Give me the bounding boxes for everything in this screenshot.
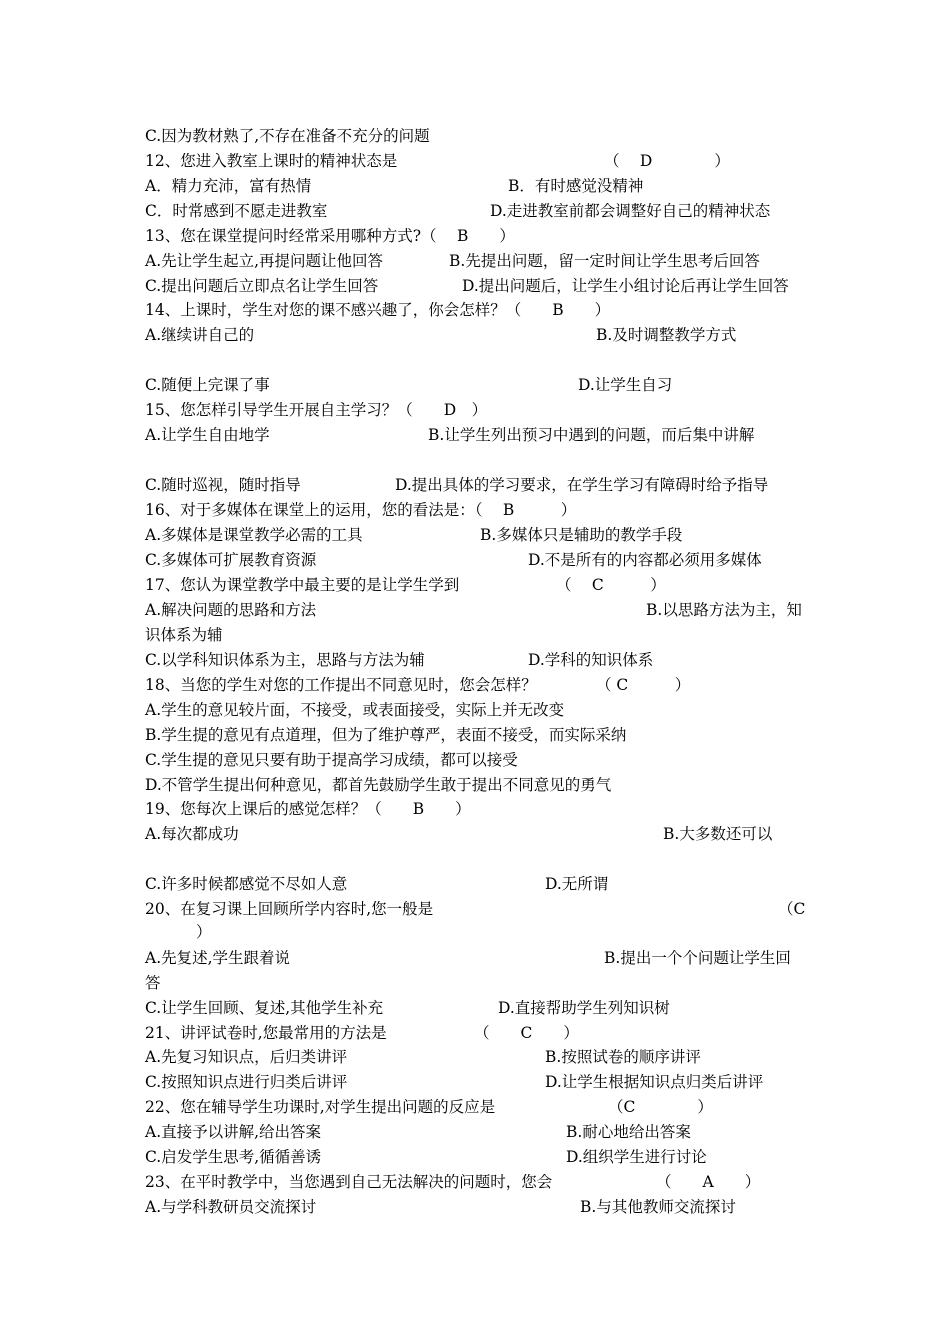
option-text: C.以学科知识体系为主，思路与方法为辅 xyxy=(145,651,425,669)
option-text: D.组织学生进行讨论 xyxy=(566,1148,707,1166)
option-text: B.学生提的意见有点道理，但为了维护尊严，表面不接受，而实际采纳 xyxy=(145,726,627,744)
option-text: D.让学生根据知识点归类后讲评 xyxy=(545,1073,764,1091)
option-text: 识体系为辅 xyxy=(145,626,223,644)
option-text: B．有时感觉没精神 xyxy=(508,177,644,195)
option-text: D.走进教室前都会调整好自己的精神状态 xyxy=(490,202,771,220)
option-text: D.让学生自习 xyxy=(578,376,673,394)
answer-21: （ C ） xyxy=(474,1024,579,1042)
option-text: B.及时调整教学方式 xyxy=(596,326,737,344)
answer-23: （ A ） xyxy=(656,1173,761,1191)
option-text: D.提出问题后，让学生小组讨论后再让学生回答 xyxy=(462,277,789,295)
option-text: C.学生提的意见只要有助于提高学习成绩，都可以接受 xyxy=(145,751,518,769)
option-text: C.因为教材熟了,不存在准备不充分的问题 xyxy=(145,127,430,145)
answer-20: （C xyxy=(778,900,806,918)
option-text: B.大多数还可以 xyxy=(663,825,773,843)
option-text: A.先让学生起立,再提问题让他回答 xyxy=(145,252,384,270)
question-23: 23、在平时教学中，当您遇到自己无法解决的问题时，您会 xyxy=(145,1173,553,1191)
answer-22: （C ） xyxy=(608,1098,713,1116)
option-text: B.先提出问题，留一定时间让学生思考后回答 xyxy=(449,252,760,270)
option-text: A.学生的意见较片面，不接受，或表面接受，实际上并无改变 xyxy=(145,701,565,719)
option-text: A.让学生自由地学 xyxy=(145,426,270,444)
option-text: C.许多时候都感觉不尽如人意 xyxy=(145,875,348,893)
question-18: 18、当您的学生对您的工作提出不同意见时，您会怎样？ xyxy=(145,676,537,694)
option-text: A．精力充沛，富有热情 xyxy=(145,177,312,195)
option-text: B.耐心地给出答案 xyxy=(566,1123,691,1141)
option-text: A.先复述,学生跟着说 xyxy=(145,949,291,967)
question-12: 12、您进入教室上课时的精神状态是 xyxy=(145,152,398,170)
option-text: D.直接帮助学生列知识树 xyxy=(498,999,670,1017)
option-text: 答 xyxy=(145,974,161,992)
answer-12: （ D ） xyxy=(604,152,730,170)
question-16: 16、对于多媒体在课堂上的运用，您的看法是：（ B ） xyxy=(145,501,577,519)
question-21: 21、讲评试卷时,您最常用的方法是 xyxy=(145,1024,387,1042)
answer-20-close: ） xyxy=(196,923,212,941)
question-22: 22、您在辅导学生功课时,对学生提出问题的反应是 xyxy=(145,1098,496,1116)
question-20: 20、在复习课上回顾所学内容时,您一般是 xyxy=(145,900,434,918)
option-text: C.提出问题后立即点名让学生回答 xyxy=(145,277,379,295)
question-15: 15、您怎样引导学生开展自主学习？（ D ） xyxy=(145,401,488,419)
option-text: A.继续讲自己的 xyxy=(145,326,255,344)
option-text: A.先复习知识点，后归类讲评 xyxy=(145,1048,348,1066)
option-text: C．时常感到不愿走进教室 xyxy=(145,202,328,220)
option-text: B.与其他教师交流探讨 xyxy=(580,1198,736,1216)
answer-18: （ C ） xyxy=(596,676,691,694)
option-text: C.按照知识点进行归类后讲评 xyxy=(145,1073,348,1091)
option-text: B.让学生列出预习中遇到的问题，而后集中讲解 xyxy=(428,426,755,444)
option-text: A.与学科教研员交流探讨 xyxy=(145,1198,317,1216)
option-text: D.学科的知识体系 xyxy=(528,651,654,669)
option-text: B.多媒体只是辅助的教学手段 xyxy=(480,526,683,544)
answer-17: （ C ） xyxy=(556,576,666,594)
option-text: A.直接予以讲解,给出答案 xyxy=(145,1123,322,1141)
option-text: A.每次都成功 xyxy=(145,825,239,843)
option-text: C.启发学生思考,循循善诱 xyxy=(145,1148,322,1166)
option-text: D.不管学生提出何种意见，都首先鼓励学生敢于提出不同意见的勇气 xyxy=(145,776,612,794)
option-text: C.让学生回顾、复述,其他学生补充 xyxy=(145,999,384,1017)
option-text: C.随便上完课了事 xyxy=(145,376,270,394)
question-13: 13、您在课堂提问时经常采用哪种方式?（ B ） xyxy=(145,227,515,245)
option-text: D.不是所有的内容都必须用多媒体 xyxy=(528,551,762,569)
option-text: A.多媒体是课堂教学必需的工具 xyxy=(145,526,363,544)
question-19: 19、您每次上课后的感觉怎样？（ B ） xyxy=(145,800,471,818)
option-text: A.解决问题的思路和方法 xyxy=(145,601,317,619)
option-text: B.按照试卷的顺序讲评 xyxy=(545,1048,701,1066)
option-text: B.以思路方法为主，知 xyxy=(646,601,802,619)
question-14: 14、上课时，学生对您的课不感兴趣了，你会怎样？（ B ） xyxy=(145,301,611,319)
option-text: C.随时巡视，随时指导 xyxy=(145,476,301,494)
question-17: 17、您认为课堂教学中最主要的是让学生学到 xyxy=(145,576,460,594)
option-text: D.提出具体的学习要求，在学生学习有障碍时给予指导 xyxy=(395,476,769,494)
option-text: B.提出一个个问题让学生回 xyxy=(604,949,791,967)
option-text: D.无所谓 xyxy=(545,875,609,893)
option-text: C.多媒体可扩展教育资源 xyxy=(145,551,317,569)
